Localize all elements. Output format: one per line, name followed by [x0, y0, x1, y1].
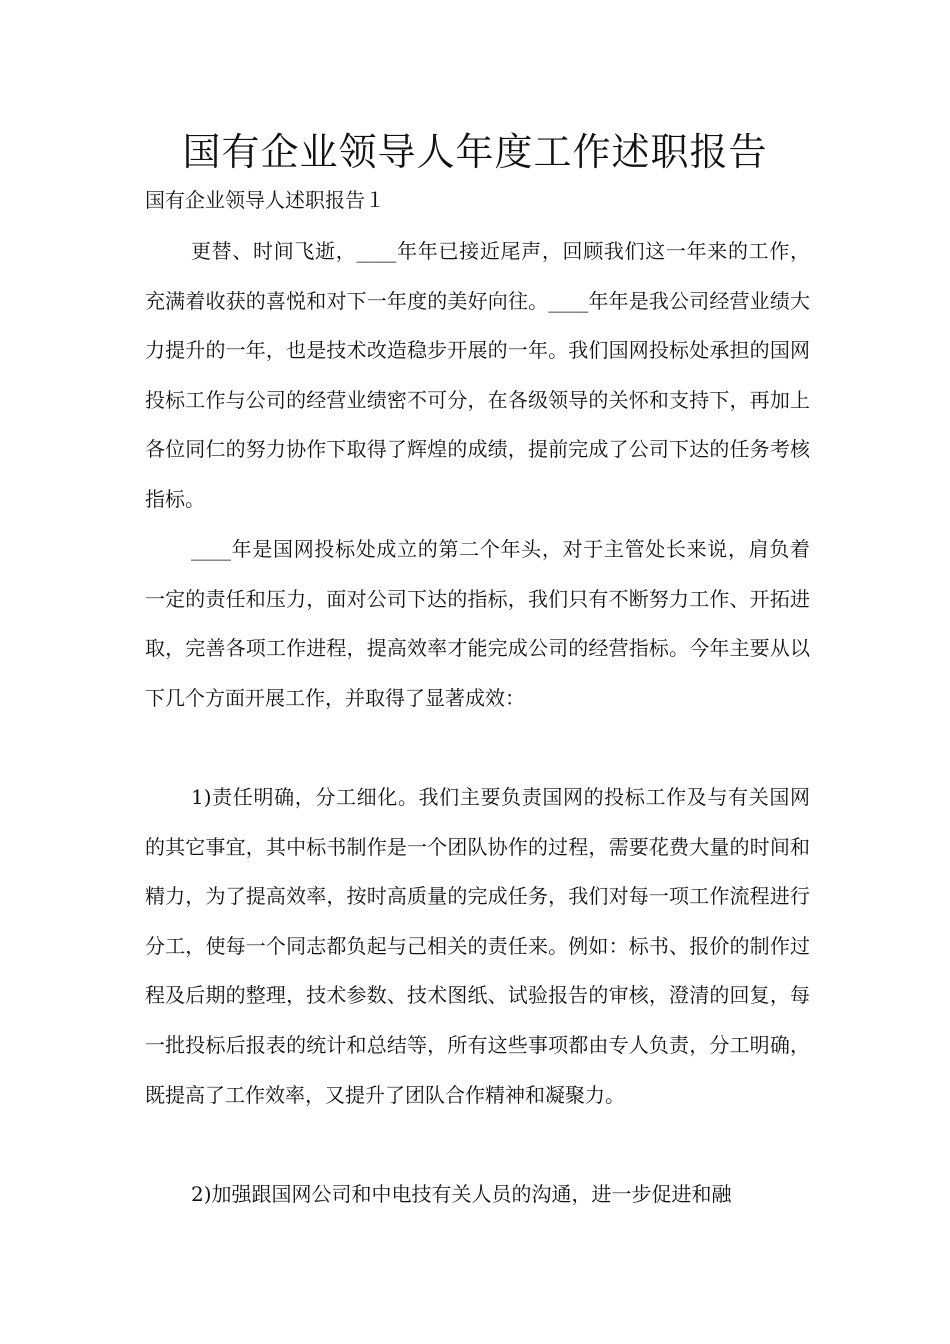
paragraph-2: ____年是国网投标处成立的第二个年头，对于主管处长来说，肩负着一定的责任和压力，面对公司下达的指标，我们只有不断努力工作、开拓进取，完善各项工作进程，提高效率才能完成公司的经营指标。今年主要从以下几个方面开展工作，并取得了显著成效：: [145, 537, 810, 710]
document-subtitle: 国有企业领导人述职报告１: [145, 188, 385, 212]
document-title: 国有企业领导人年度工作述职报告: [182, 130, 768, 174]
paragraph-4: 2)加强跟国网公司和中电技有关人员的沟通，进一步促进和融: [191, 1182, 732, 1206]
paragraph-1: 更替、时间飞逝，____年年已接近尾声，回顾我们这一年来的工作，充满着收获的喜悦和对下一年度的美好向往。____年年是我公司经营业绩大力提升的一年，也是技术改造稳步开展的一年。我们国网投标处承担的国网投标工作与公司的经营业绩密不可分，在各级领导的关怀和支持下，再加上各位同仁的努力协作下取得了辉煌的成绩，提前完成了公司下达的任务考核指标。: [145, 239, 810, 511]
paragraph-3: 1)责任明确，分工细化。我们主要负责国网的投标工作及与有关国网的其它事宜，其中标书制作是一个团队协作的过程，需要花费大量的时间和精力，为了提高效率，按时高质量的完成任务，我们对每一项工作流程进行分工，使每一个同志都负起与己相关的责任来。例如：标书、报价的制作过程及后期的整理，技术参数、技术图纸、试验报告的审核，澄清的回复，每一批投标后报表的统计和总结等，所有这些事项都由专人负责，分工明确，既提高了工作效率，又提升了团队合作精神和凝聚力。: [145, 785, 810, 1107]
